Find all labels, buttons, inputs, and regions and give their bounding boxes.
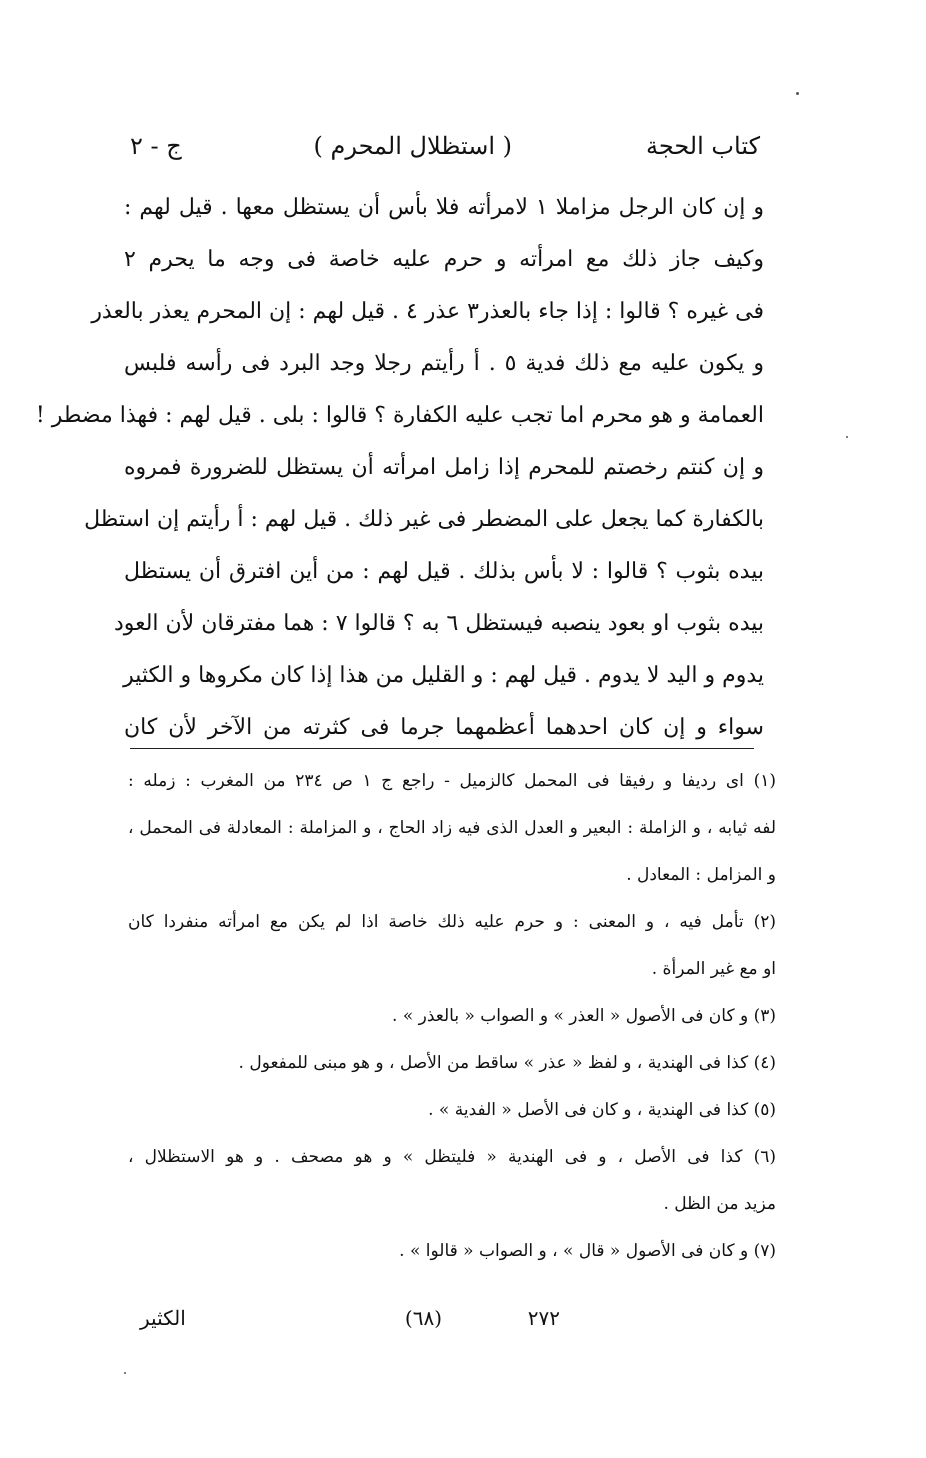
footnote-line: (٣) و كان فى الأصول « العذر » و الصواب « بالعذر » . xyxy=(392,1006,776,1026)
scan-speck xyxy=(796,92,799,95)
footnote-line: (١) اى رديفا و رفيقا فى المحمل كالزميل - راجع ج ١ ص ٢٣٤ من المغرب : زمله : xyxy=(128,771,776,791)
text-line: و إن كنتم رخصتم للمحرم إذا زامل امرأته أن يستظل للضرورة فمروه xyxy=(124,455,764,480)
text-line: بيده بثوب ؟ قالوا : لا بأس بذلك . قيل لهم : من أين افترق أن يستظل xyxy=(124,559,764,584)
book-title: كتاب الحجة xyxy=(645,132,760,160)
footnotes xyxy=(128,758,776,1275)
main-text xyxy=(35,182,764,754)
page-footer xyxy=(140,1298,560,1338)
sequence-number: (٦٨) xyxy=(404,1306,442,1330)
footnote-line: مزيد من الظل . xyxy=(663,1194,776,1214)
footnote-line: لفه ثيابه ، و الزاملة : البعير و العدل الذى فيه زاد الحاج ، و المزاملة : المعادلة فى المحمل ، xyxy=(128,818,776,838)
text-line: وكيف جاز ذلك مع امرأته و حرم عليه خاصة فى وجه ما يحرم ٢ xyxy=(124,247,764,272)
text-line: فى غيره ؟ قالوا : إذا جاء بالعذر٣ عذر ٤ . قيل لهم : إن المحرم يعذر بالعذر xyxy=(91,299,764,324)
text-line: يدوم و اليد لا يدوم . قيل لهم : و القليل من هذا إذا كان مكروها و الكثير xyxy=(123,663,764,688)
catchword: الكثير xyxy=(140,1306,186,1330)
text-line: العمامة و هو محرم اما تجب عليه الكفارة ؟ قالوا : بلى . قيل لهم : فهذا مضطر ! xyxy=(35,403,764,428)
footnote-line: (٧) و كان فى الأصول « قال » ، و الصواب « قالوا » . xyxy=(399,1241,776,1261)
text-line: بيده بثوب او بعود ينصبه فيستظل ٦ به ؟ قالوا ٧ : هما مفترقان لأن العود xyxy=(113,611,764,636)
footnote-line: (٢) تأمل فيه ، و المعنى : و حرم عليه ذلك خاصة اذا لم يكن مع امرأته منفردا كان xyxy=(128,912,776,932)
footnote-line: او مع غير المرأة . xyxy=(651,959,776,979)
scan-speck xyxy=(124,1372,126,1374)
section-title: ( استظلال المحرم ) xyxy=(313,132,512,160)
page-number: ٢٧٢ xyxy=(527,1306,560,1330)
text-line: بالكفارة كما يجعل على المضطر فى غير ذلك . قيل لهم : أ رأيتم إن استظل xyxy=(84,507,764,532)
footnote-line: (٥) كذا فى الهندية ، و كان فى الأصل « الفدية » . xyxy=(428,1100,776,1120)
scan-speck xyxy=(846,436,848,438)
volume-label: ج - ٢ xyxy=(130,132,182,160)
footnote-line: (٤) كذا فى الهندية ، و لفظ « عذر » ساقط من الأصل ، و هو مبنى للمفعول . xyxy=(238,1053,776,1073)
text-line: و يكون عليه مع ذلك فدية ٥ . أ رأيتم رجلا وجد البرد فى رأسه فلبس xyxy=(124,351,764,376)
text-line: و إن كان الرجل مزاملا ١ لامرأته فلا بأس أن يستظل معها . قيل لهم : xyxy=(124,195,764,220)
text-line: سواء و إن كان احدهما أعظمهما جرما فى كثرته من الآخر لأن كان xyxy=(124,715,764,740)
footnote-separator xyxy=(130,748,754,749)
running-header xyxy=(130,126,760,166)
footnote-line: (٦) كذا فى الأصل ، و فى الهندية « فليتظل » و هو مصحف . و هو الاستظلال ، xyxy=(128,1147,776,1167)
footnote-line: و المزامل : المعادل . xyxy=(626,865,776,885)
